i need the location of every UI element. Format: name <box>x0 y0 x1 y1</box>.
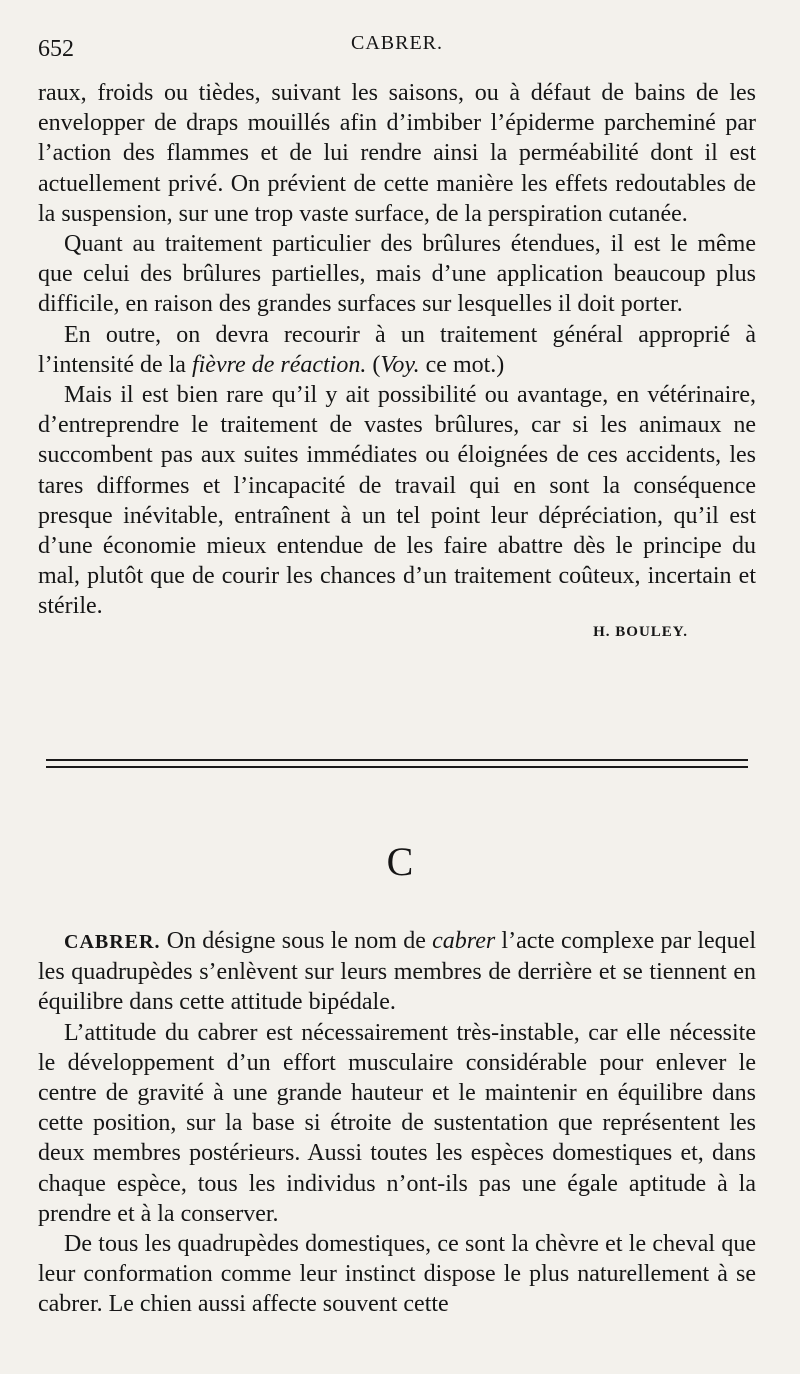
cabrer-p1-text-a: On désigne sous le nom de <box>160 928 433 954</box>
cabrer-term: cabrer <box>432 928 496 954</box>
paragraph-3-text-a: En outre, on devra recourir à un traitement général approprié à l’intensité de la <box>38 321 756 378</box>
page-header <box>38 30 756 64</box>
page-number: 652 <box>38 36 74 62</box>
author-signature: H. BOULEY. <box>593 623 688 640</box>
paragraph-2: Quant au traitement particulier des brûlures étendues, il est le même que celui des brûlures partielles, mais d’une application beaucoup plus difficile, en raison des grandes surfaces sur lesquelles il doit porter. <box>38 231 756 318</box>
section-letter: C <box>386 839 414 884</box>
paragraph-1: raux, froids ou tièdes, suivant les saisons, ou à défaut de bains de les envelopper de draps mouillés afin d’imbiber l’épiderme parcheminé par l’action des flammes et de lui rendre ainsi la perméabilité dont il est actuellement privé. On prévient de cette manière les effets redoutables de la suspension, sur une trop vaste surface, de la perspiration cutanée. <box>38 80 756 227</box>
headword: CABRER. <box>64 931 161 953</box>
running-title: CABRER. <box>350 32 444 54</box>
paragraph-4: Mais il est bien rare qu’il y ait possibilité ou avantage, en vétérinaire, d’entreprendre le traitement de vastes brûlures, car si les animaux ne succombent pas aux suites immédiates ou éloignées de ces accidents, les tares difformes et l’incapacité de travail qui en sont la conséquence presque inévitable, entraînent à un tel point leur dépréciation, qu’il est d’une économie mieux entendue de les faire abattre dès le principe du mal, plutôt que de courir les chances d’un traitement coûteux, incertain et stérile. <box>38 382 756 620</box>
section-divider <box>46 759 748 768</box>
cabrer-paragraph-1 <box>38 926 756 1018</box>
article-brulures-end <box>38 78 756 641</box>
cross-reference-term: fièvre de réaction. <box>191 351 367 378</box>
cabrer-p1-text-b: l’acte complexe par lequel les quadrupèdes s’enlèvent sur leurs membres de derrière et se tiennent en équilibre dans cette attitude bipédale. <box>38 928 756 1016</box>
cabrer-paragraph-2: L’attitude du cabrer est nécessairement très-instable, car elle nécessite le développement d’un effort musculaire considérable pour enlever le centre de gravité à une grande hauteur et le maintenir en équilibre dans cette position, sur la base si étroite de sustentation que représentent les deux membres postérieurs. Aussi toutes les espèces domestiques et, dans chaque espèce, tous les individus n’ont-ils pas une égale aptitude à la prendre et à la conserver. <box>38 1019 756 1227</box>
paragraph-3-text-c: ce mot.) <box>419 351 505 378</box>
paragraph-3 <box>38 320 756 380</box>
voy-abbrev: Voy. <box>380 351 420 378</box>
article-cabrer <box>38 926 756 1320</box>
paragraph-3-text-b: ( <box>366 351 381 378</box>
cabrer-paragraph-3: De tous les quadrupèdes domestiques, ce sont la chèvre et le cheval que leur conformation comme leur instinct dispose le plus naturellement à se cabrer. Le chien aussi affecte souvent cette <box>38 1231 756 1318</box>
